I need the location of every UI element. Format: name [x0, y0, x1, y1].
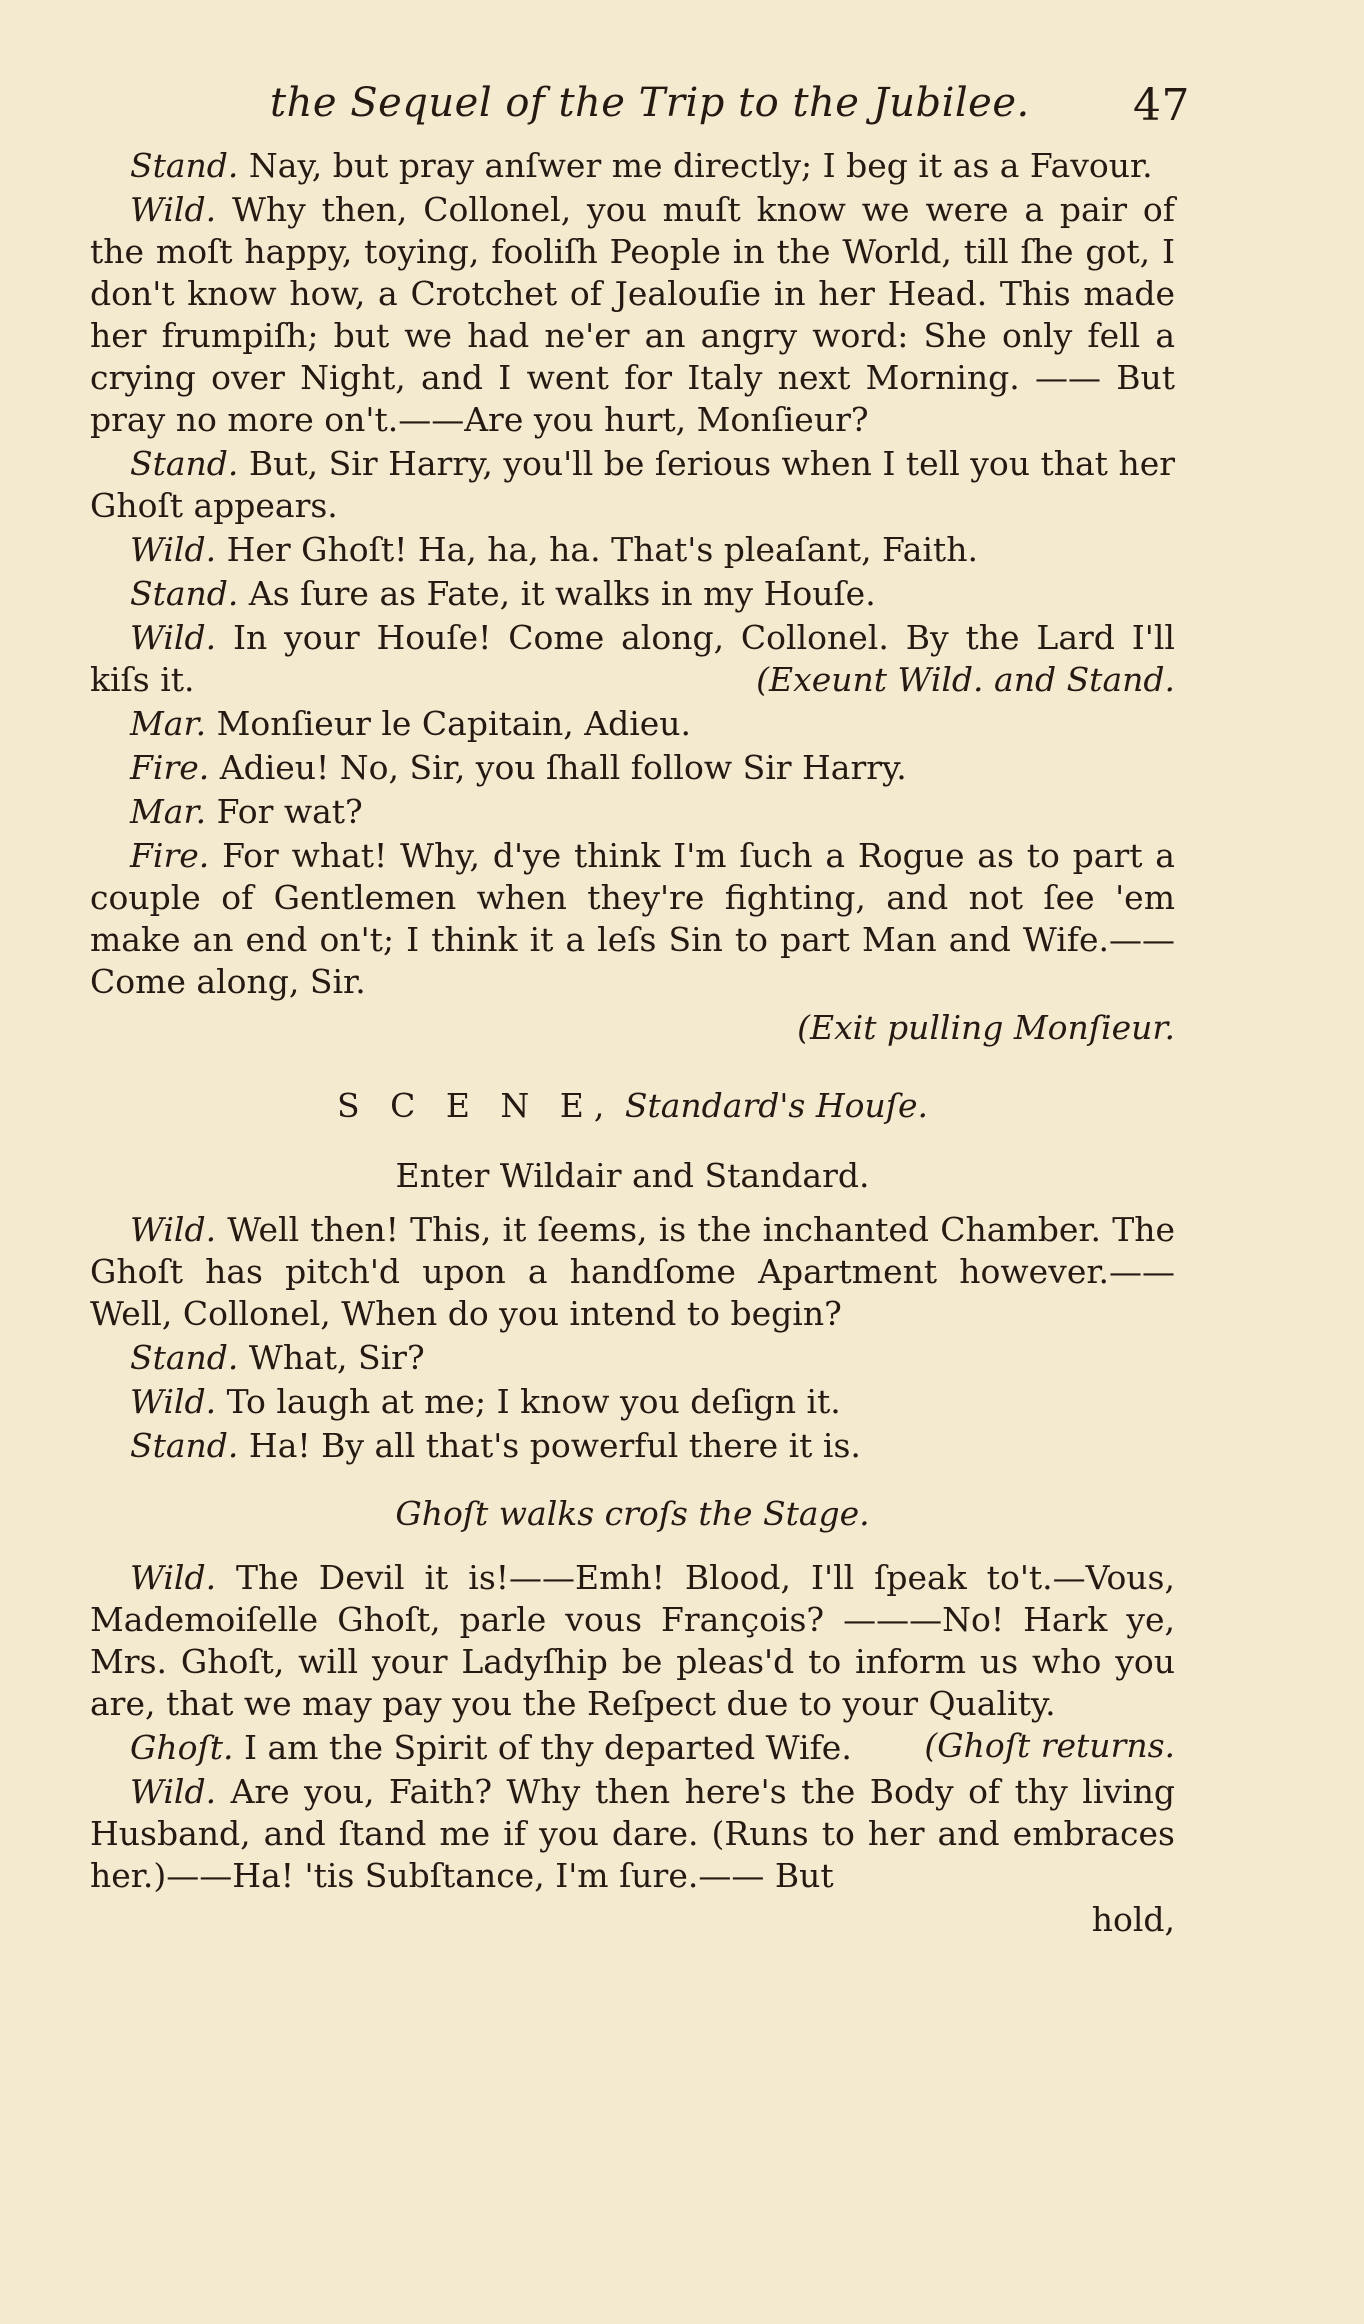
speech-text: To laugh at me; I know you deſign it. — [226, 1382, 841, 1421]
speech-line — [90, 835, 1175, 1003]
speech-text: Her Ghoſt! Ha, ha, ha. That's pleaſant, Faith. — [226, 530, 978, 569]
scene-place: Standard's Houſe. — [624, 1086, 928, 1125]
speaker-name: Wild. — [130, 530, 217, 569]
speech-line — [90, 791, 1175, 833]
exit-stage-direction: (Exit pulling Monſieur. — [797, 1008, 1175, 1047]
speaker-name: Wild. — [130, 190, 217, 229]
speaker-name: Stand. — [130, 1338, 239, 1377]
speaker-name: Wild. — [130, 1772, 217, 1811]
speech-line — [90, 573, 1175, 615]
speaker-name: Stand. — [130, 1426, 239, 1465]
ghost-stage-direction: Ghoſt walks croſs the Stage. — [395, 1494, 870, 1533]
speech-text: In your Houſe! Come along, Collonel. By the Lard I'll kiſs it. — [90, 618, 1175, 699]
text-body — [90, 145, 1175, 1974]
speech-line — [90, 443, 1175, 527]
speech-line — [90, 1381, 1175, 1423]
running-title: the Sequel of the Trip to the Jubilee. — [270, 80, 1030, 126]
speaker-name: Wild. — [130, 1210, 217, 1249]
speech-line — [90, 617, 1175, 701]
catchword: hold, — [1091, 1900, 1175, 1939]
speech-line — [90, 1337, 1175, 1379]
running-header — [270, 80, 1190, 150]
speaker-name: Stand. — [130, 146, 239, 185]
speech-text: As ſure as Fate, it walks in my Houſe. — [248, 574, 876, 613]
speech-text: Well then! This, it ſeems, is the inchanted Chamber. The Ghoſt has pitch'd upon a handſome Apartment however.——Well, Collonel, When do you intend to begin? — [90, 1210, 1175, 1333]
speech-line — [90, 189, 1175, 441]
speech-text: Ha! By all that's powerful there it is. — [248, 1426, 861, 1465]
speech-text: Adieu! No, Sir, you ſhall follow Sir Harry. — [219, 748, 907, 787]
speech-text: For what! Why, d'ye think I'm ſuch a Rogue as to part a couple of Gentlemen when they're fighting, and not ſee 'em make an end on't; I think it a leſs Sin to part Man and Wife.——Come along, Sir. — [90, 836, 1175, 1001]
speaker-name: Stand. — [130, 574, 239, 613]
speech-text: Why then, Collonel, you muſt know we were a pair of the moſt happy, toying, fooliſh People in the World, till ſhe got, I don't know how, a Crotchet of Jealouſie in her Head. This made her frumpiſh; but we had ne'er an angry word: She only fell a crying over Night, and I went for Italy next Morning. —— But pray no more on't.——Are you hurt, Monſieur? — [90, 190, 1175, 439]
speaker-name: Wild. — [130, 1558, 217, 1597]
speaker-name: Mar. — [130, 792, 207, 831]
speaker-name: Fire. — [130, 836, 210, 875]
stage-direction: (Ghoſt returns. — [924, 1726, 1175, 1765]
speech-line — [90, 703, 1175, 745]
speech-text: Monſieur le Capitain, Adieu. — [216, 704, 692, 743]
scene-heading — [90, 1085, 1175, 1127]
page-number: 47 — [1133, 80, 1190, 131]
speech-text: I am the Spirit of thy departed Wife. — [243, 1728, 852, 1767]
speech-line — [90, 1209, 1175, 1335]
speaker-name: Fire. — [130, 748, 210, 787]
speaker-name: Stand. — [130, 444, 239, 483]
speech-line — [90, 1771, 1175, 1897]
speech-line — [90, 529, 1175, 571]
speech-text: What, Sir? — [248, 1338, 425, 1377]
speaker-name: Mar. — [130, 704, 207, 743]
enter-stage-direction: Enter Wildair and Standard. — [395, 1156, 870, 1195]
speech-text: For wat? — [216, 792, 363, 831]
speech-line — [90, 1425, 1175, 1467]
speech-text: Nay, but pray anſwer me directly; I beg it as a Favour. — [248, 146, 1153, 185]
scene-label: S C E N E, — [337, 1086, 615, 1125]
speech-text: But, Sir Harry, you'll be ſerious when I tell you that her Ghoſt appears. — [90, 444, 1175, 525]
speaker-name: Ghoſt. — [130, 1728, 234, 1767]
speech-text: The Devil it is!——Emh! Blood, I'll ſpeak to't.—Vous, Mademoiſelle Ghoſt, parle vous François? ———No! Hark ye, Mrs. Ghoſt, will your Ladyſhip be pleas'd to inform us who you are, that we may pay you the Reſpect due to your Quality. — [90, 1558, 1175, 1723]
speaker-name: Wild. — [130, 618, 217, 657]
speech-line — [90, 145, 1175, 187]
stage-direction: (Exeunt Wild. and Stand. — [756, 660, 1175, 699]
speech-text: Are you, Faith? Why then here's the Body of thy living Husband, and ſtand me if you dare. (Runs to her and embraces her.)——Ha! 'tis Subſtance, I'm ſure.—— But — [90, 1772, 1175, 1895]
speaker-name: Wild. — [130, 1382, 217, 1421]
speech-line — [90, 747, 1175, 789]
